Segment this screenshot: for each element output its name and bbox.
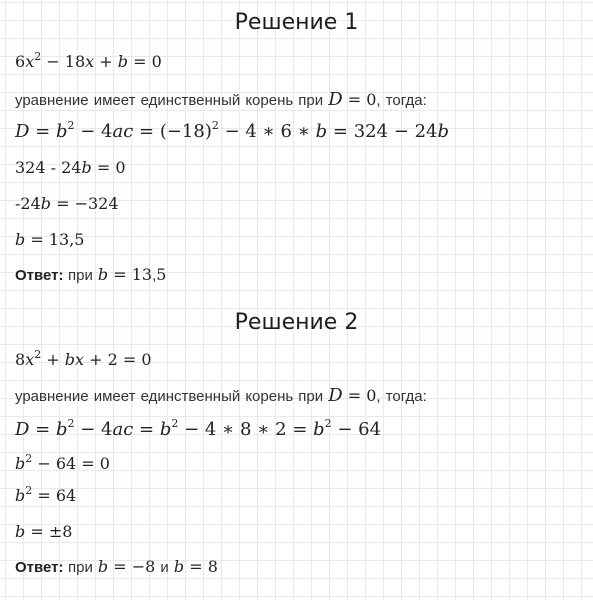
solution-2-condition: уравнение имеет единственный корень при D = 0, тогда:: [15, 385, 427, 406]
solution-2-equation: $8x^2$ + bx + 2 = 0: [15, 347, 152, 369]
solution-2-title: Решение 2: [234, 310, 359, 335]
solution-2-step-1: $b^2 - 64 = 0$: [15, 451, 110, 473]
solution-1-discriminant: $D = b^2 - 4ac = (-18)^2 - 4$ ∗ 6 ∗ b = 324 − 24b: [15, 119, 450, 142]
answer-label: Ответ:: [15, 267, 64, 284]
solution-2-answer: [15, 557, 218, 578]
answer-text: при b = −8 и b = 8: [67, 557, 218, 576]
solution-1-step-3: b = 13,5: [15, 230, 85, 249]
solution-1-equation: $6x^2 - 18x + b = 0$: [15, 49, 162, 71]
solution-2-step-2: $b^2 = 64$: [15, 483, 77, 505]
solution-1-answer: [15, 265, 166, 286]
solution-2-discriminant: $D = b^2 - 4ac = b^2 - 4$ ∗ 8 ∗ $2 = b^2 - 64$: [15, 417, 382, 440]
answer-text: при b = 13,5: [67, 265, 167, 284]
solution-1-condition: уравнение имеет единственный корень при D = 0, тогда:: [15, 89, 427, 110]
answer-label: Ответ:: [15, 559, 64, 576]
solution-1-step-2: -24b = −324: [15, 194, 119, 213]
solution-1-step-1: 324 - 24b = 0: [15, 158, 126, 177]
solution-2-step-3: b = ±8: [15, 522, 73, 541]
solution-1-title: Решение 1: [234, 10, 359, 35]
